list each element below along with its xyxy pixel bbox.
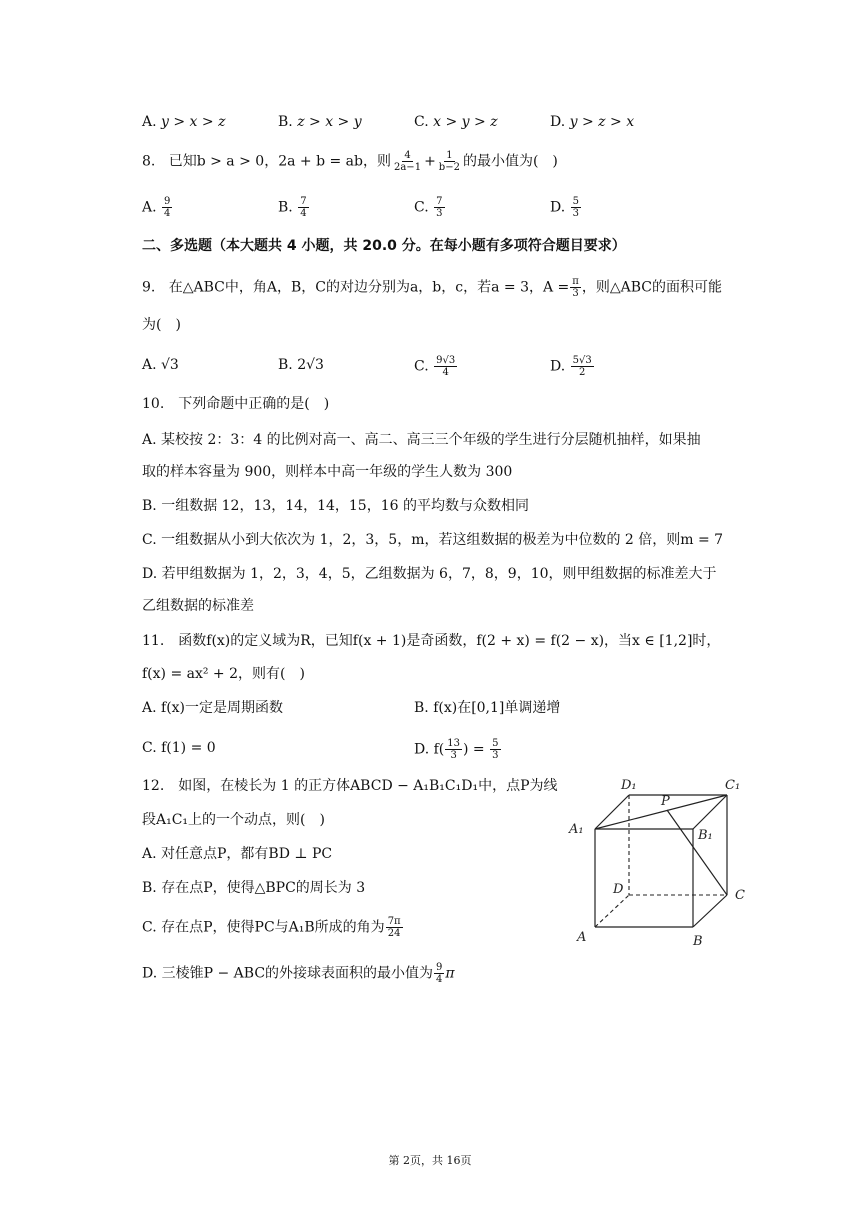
q10-option-a-line2: 取的样本容量为 900，则样本中高一年级的学生人数为 300 — [142, 464, 513, 480]
label-b: B — [693, 934, 703, 949]
label-d: D — [613, 882, 624, 897]
q7-option-a: A. y > x > z — [142, 114, 226, 130]
q9-stem-line2: 为( ) — [142, 317, 181, 333]
q7-option-d: D. y > z > x — [550, 114, 635, 130]
edge-a1d1 — [595, 795, 629, 829]
q10-stem: 10. 下列命题中正确的是( ) — [142, 396, 330, 412]
q9-option-d: D. $\frac{5√3}{2}$ — [550, 355, 592, 378]
label-a1: A₁ — [569, 822, 584, 837]
q8-option-d: D. $\frac{5}{3}$ — [550, 196, 580, 219]
edge-b1c1 — [693, 795, 727, 829]
q8-option-c: C. $\frac{7}{3}$ — [414, 196, 443, 219]
label-d1: D₁ — [621, 778, 637, 793]
q10-option-d-line1: D. 若甲组数据为 1，2，3，4，5，乙组数据为 6，7，8，9，10，则甲组数据的标准差大于 — [142, 566, 717, 582]
q12-stem-line2: 段A₁C₁上的一个动点，则( ) — [142, 812, 325, 828]
q8-stem: 8. 已知b > a > 0，2a + b = ab，则 $\frac{4}{2a-1}$ + $\frac{1}{b-2}$ 的最小值为( ) — [142, 150, 558, 173]
q10-option-b: B. 一组数据 12，13，14，14，15，16 的平均数与众数相同 — [142, 498, 529, 514]
q11-stem-line2: f(x) = ax² + 2，则有( ) — [142, 666, 305, 682]
label-p: P — [661, 794, 670, 809]
q10-option-c: C. 一组数据从小到大依次为 1，2，3，5，m，若这组数据的极差为中位数的 2 倍，则m = 7 — [142, 532, 724, 548]
page-footer: 第 2页，共 16页 — [388, 1154, 472, 1167]
q7-option-b: B. z > x > y — [278, 114, 362, 130]
q9-option-a: A. √3 — [142, 357, 179, 373]
q9-stem-line1: 9. 在△ABC中，角A，B，C的对边分别为a，b，c，若a = 3，A = $\frac{\pi}{3}$ ，则△ABC的面积可能 — [142, 276, 723, 299]
q12-option-d: D. 三棱锥P − ABC的外接球表面积的最小值为 $\frac{9}{4}$ π — [142, 962, 455, 985]
q11-option-c: C. f(1) = 0 — [142, 740, 216, 756]
q11-option-d: D. f( $\frac{13}{3}$ ) = $\frac{5}{3}$ — [414, 738, 499, 761]
q9-option-c: C. $\frac{9√3}{4}$ — [414, 355, 456, 378]
q11-option-a: A. f(x)一定是周期函数 — [142, 700, 284, 716]
q7-option-c: C. x > y > z — [414, 114, 498, 130]
label-c1: C₁ — [725, 778, 741, 793]
edge-bc — [693, 895, 727, 927]
cube-figure — [565, 775, 765, 950]
label-a: A — [577, 930, 587, 945]
q12-option-b: B. 存在点P，使得△BPC的周长为 3 — [142, 880, 366, 896]
q11-stem-line1: 11. 函数f(x)的定义域为R，已知f(x + 1)是奇函数，f(2 + x) = f(2 − x)，当x ∈ [1,2]时， — [142, 633, 721, 649]
q10-option-a-line1: A. 某校按 2：3：4 的比例对高一、高二、高三三个年级的学生进行分层随机抽样，如果抽 — [142, 432, 701, 448]
label-c: C — [735, 888, 745, 903]
q12-stem-line1: 12. 如图，在棱长为 1 的正方体ABCD − A₁B₁C₁D₁中，点P为线 — [142, 778, 558, 794]
label-b1: B₁ — [698, 828, 713, 843]
q8-option-a: A. $\frac{9}{4}$ — [142, 196, 171, 219]
q10-option-d-line2: 乙组数据的标准差 — [142, 598, 254, 614]
q11-option-b: B. f(x)在[0,1]单调递增 — [414, 700, 561, 716]
q8-frac2: $\frac{1}{b-2}$ — [438, 150, 460, 173]
q8-option-b: B. $\frac{7}{4}$ — [278, 196, 307, 219]
q9-option-b: B. 2√3 — [278, 357, 324, 373]
segment-pc — [667, 810, 727, 895]
q12-option-a: A. 对任意点P，都有BD ⊥ PC — [142, 846, 333, 862]
section-heading: 二、多选题（本大题共 4 小题，共 20.0 分。在每小题有多项符合题目要求） — [142, 238, 626, 254]
q12-option-c: C. 存在点P，使得PC与A₁B所成的角为 $\frac{7\pi}{24}$ — [142, 916, 401, 939]
q8-frac1: $\frac{4}{2a-1}$ — [393, 150, 422, 173]
hidden-edge-ad — [595, 895, 629, 927]
